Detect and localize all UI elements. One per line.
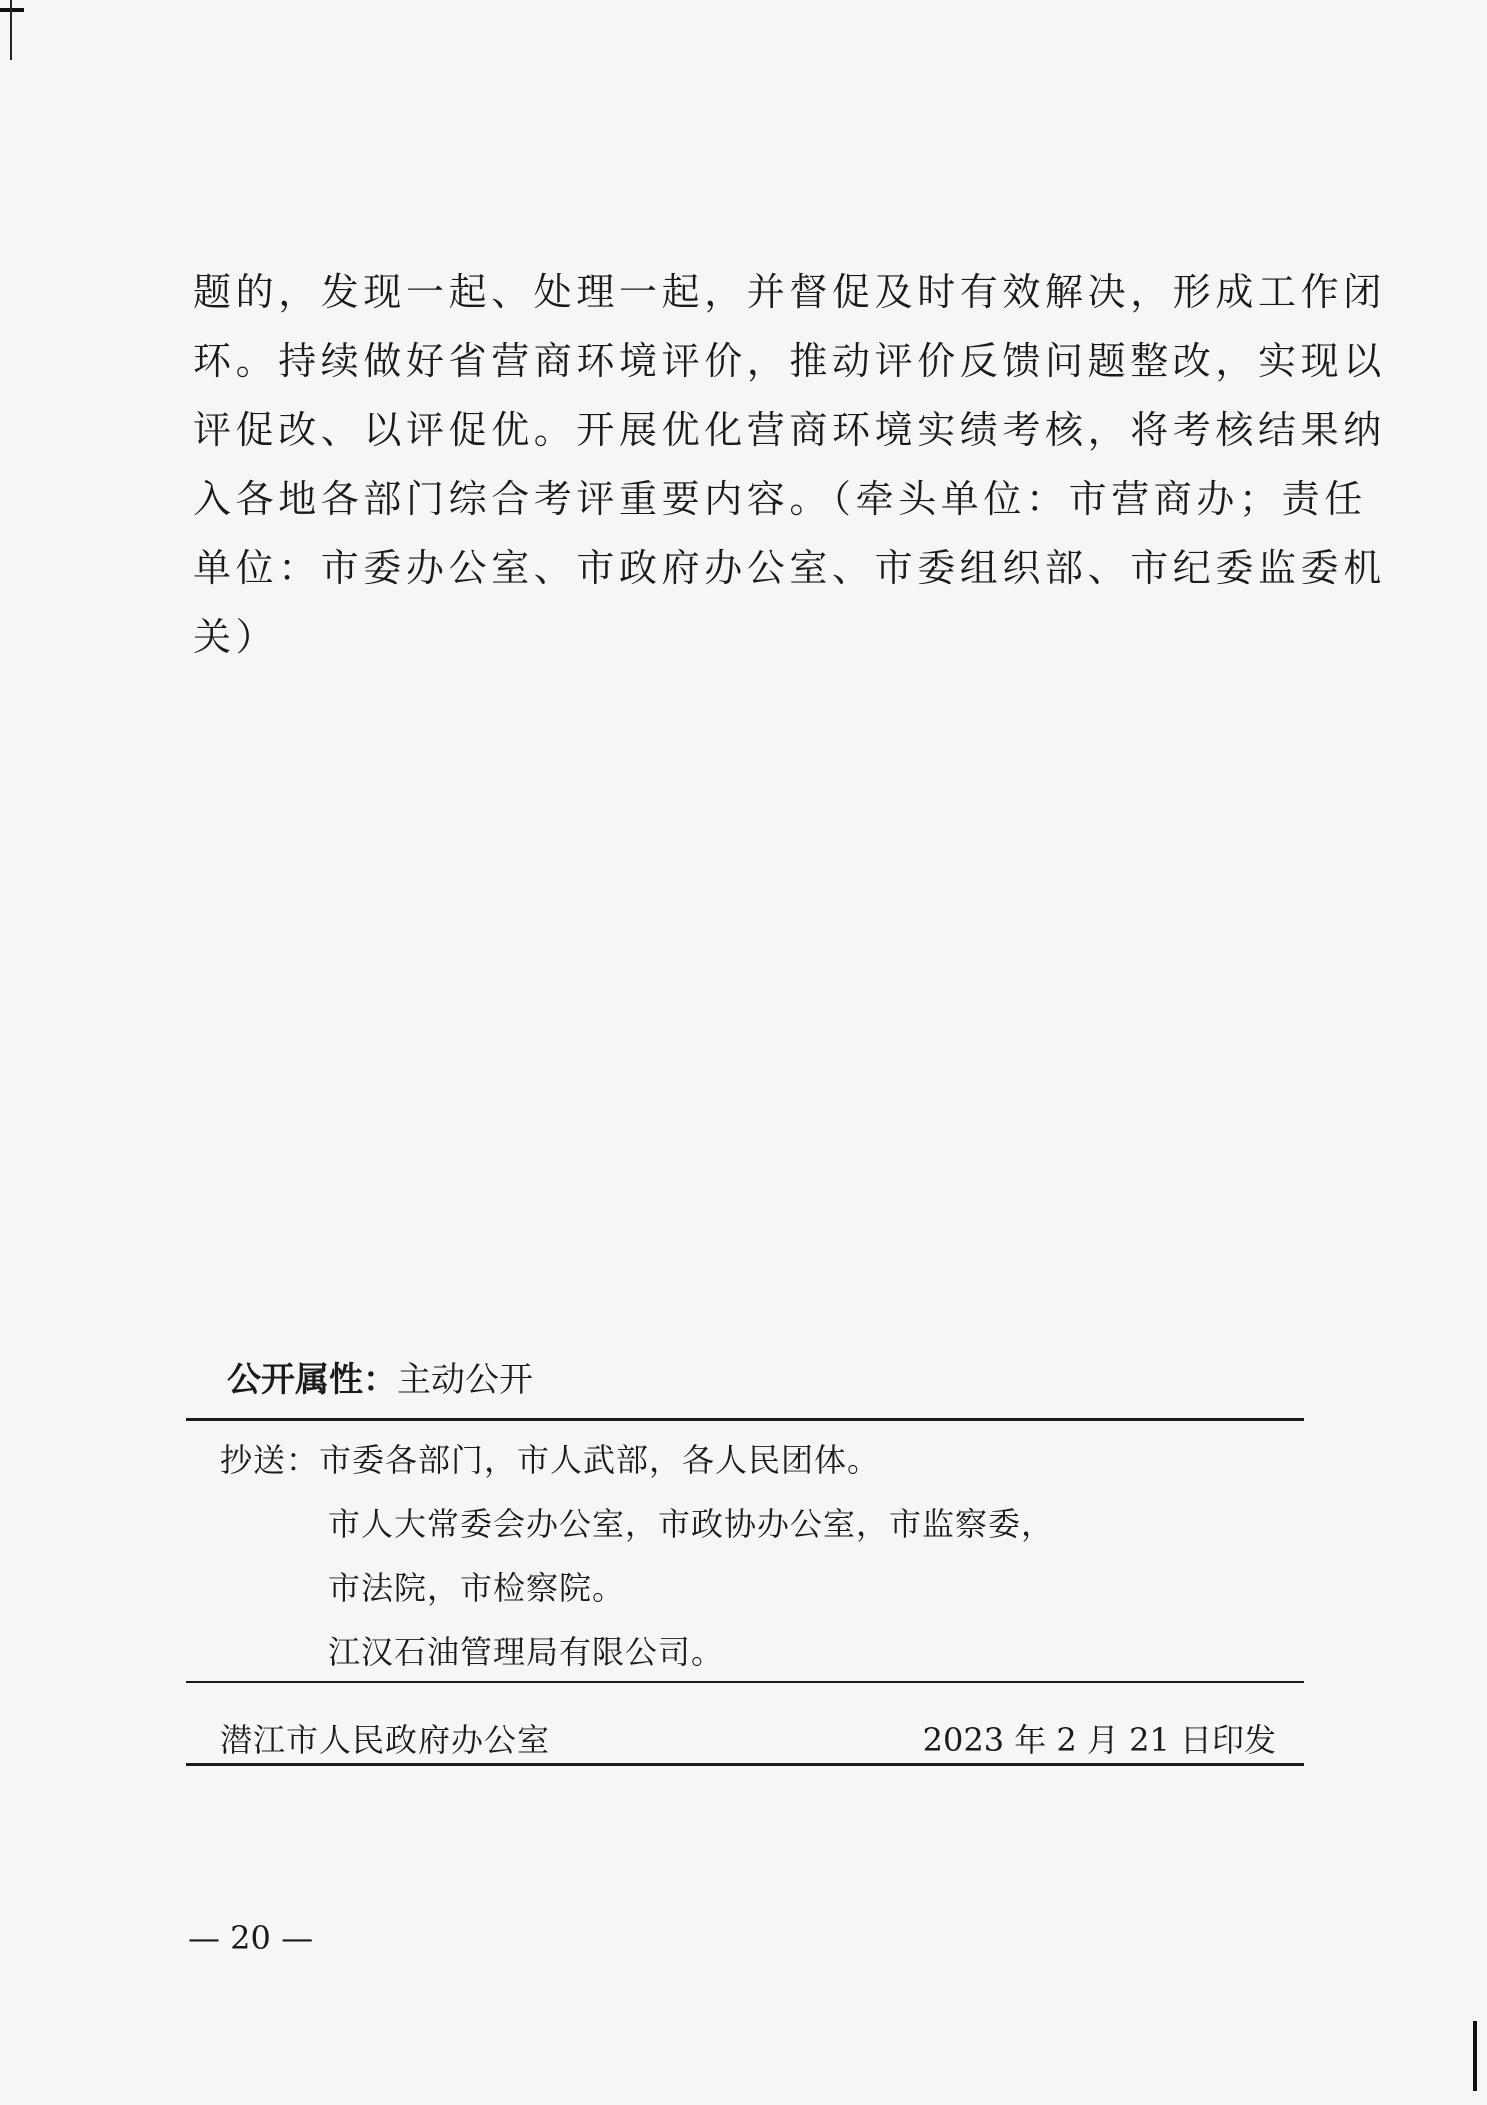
body-line: 关） bbox=[193, 615, 279, 659]
distribution-list bbox=[220, 1428, 1054, 1684]
divider-rule bbox=[186, 1763, 1304, 1766]
scan-edge-mark bbox=[1473, 2021, 1477, 2091]
page-number: — 20 — bbox=[188, 1919, 314, 1957]
body-line: 入各地各部门综合考评重要内容。（牵头单位：市营商办；责任 bbox=[193, 477, 1367, 521]
distribution-line bbox=[220, 1556, 1054, 1620]
distribution-line bbox=[220, 1428, 1054, 1492]
divider-rule bbox=[186, 1418, 1304, 1421]
print-date: 2023 年 2 月 21 日印发 bbox=[922, 1721, 1276, 1759]
body-line: 环。持续做好省营商环境评价，推动评价反馈问题整改，实现以 bbox=[193, 339, 1386, 383]
distribution-recipients: 市法院，市检察院。 bbox=[328, 1569, 626, 1607]
body-text bbox=[193, 258, 1386, 672]
distribution-line bbox=[220, 1620, 1054, 1684]
publicity-value: 主动公开 bbox=[397, 1360, 533, 1400]
distribution-recipients: 江汉石油管理局有限公司。 bbox=[328, 1633, 725, 1671]
distribution-label: 抄送： bbox=[220, 1441, 320, 1479]
distribution-recipients: 市人大常委会办公室，市政协办公室，市监察委， bbox=[328, 1505, 1055, 1543]
divider-rule bbox=[186, 1681, 1304, 1683]
issuer-row bbox=[220, 1712, 1276, 1768]
issuing-office: 潜江市人民政府办公室 bbox=[220, 1721, 551, 1759]
distribution-recipients: 市委各部门，市人武部，各人民团体。 bbox=[319, 1441, 881, 1479]
body-line: 题的，发现一起、处理一起，并督促及时有效解决，形成工作闭 bbox=[193, 270, 1386, 314]
publicity-label: 公开属性： bbox=[227, 1360, 397, 1400]
scan-edge-mark bbox=[10, 0, 12, 60]
scan-edge-mark bbox=[0, 8, 24, 12]
body-line: 单位：市委办公室、市政府办公室、市委组织部、市纪委监委机 bbox=[193, 546, 1386, 590]
publicity-attribute bbox=[227, 1356, 533, 1404]
body-line: 评促改、以评促优。开展优化营商环境实绩考核，将考核结果纳 bbox=[193, 408, 1386, 452]
distribution-line bbox=[220, 1492, 1054, 1556]
